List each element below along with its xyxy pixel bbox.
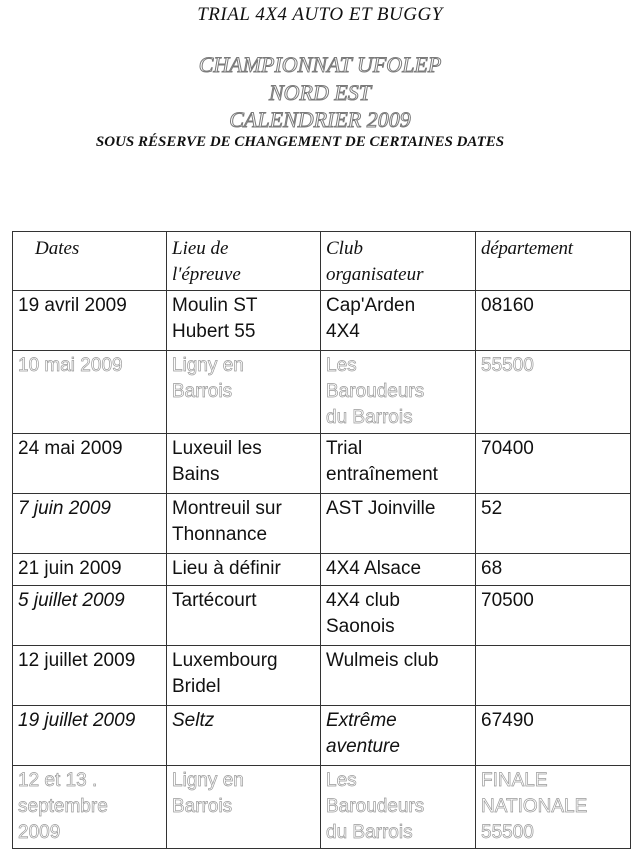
cell-departement: 68 xyxy=(476,554,631,586)
championship-title: CHAMPIONNAT UFOLEP xyxy=(198,52,442,77)
cell-club: AST Joinville xyxy=(321,494,476,554)
table-row xyxy=(13,766,631,849)
reserve-notice: SOUS RÉSERVE DE CHANGEMENT DE CERTAINES DATES xyxy=(95,134,505,150)
cell-club: Les Baroudeurs du Barrois xyxy=(321,351,476,434)
cell-lieu: Ligny en Barrois xyxy=(167,766,321,849)
table-header-row xyxy=(13,232,631,291)
cell-departement: 52 xyxy=(476,494,631,554)
cell-lieu: Ligny en Barrois xyxy=(167,351,321,434)
cell-club: Trial entraînement xyxy=(321,434,476,494)
region-title: NORD EST xyxy=(268,80,372,105)
cell-date: 19 avril 2009 xyxy=(13,291,167,351)
cell-lieu: Luxeuil les Bains xyxy=(167,434,321,494)
header-lieu: Lieu de l'épreuve xyxy=(167,232,321,291)
header-dates: Dates xyxy=(13,232,167,291)
cell-club: 4X4 Alsace xyxy=(321,554,476,586)
cell-departement: 08160 xyxy=(476,291,631,351)
cell-lieu: Luxembourg Bridel xyxy=(167,646,321,706)
table-row xyxy=(13,554,631,586)
table-row xyxy=(13,646,631,706)
table-row xyxy=(13,706,631,766)
header-departement: département xyxy=(476,232,631,291)
cell-club: Cap'Arden 4X4 xyxy=(321,291,476,351)
table-row xyxy=(13,351,631,434)
cell-club: Extrême aventure xyxy=(321,706,476,766)
cell-departement xyxy=(476,646,631,706)
table-row xyxy=(13,494,631,554)
cell-lieu: Moulin ST Hubert 55 xyxy=(167,291,321,351)
cell-departement: 70400 xyxy=(476,434,631,494)
document-title: TRIAL 4X4 AUTO ET BUGGY xyxy=(197,4,443,25)
cell-date: 10 mai 2009 xyxy=(13,351,167,434)
cell-lieu: Lieu à définir xyxy=(167,554,321,586)
table-row xyxy=(13,434,631,494)
cell-date: 5 juillet 2009 xyxy=(13,586,167,646)
cell-date: 12 juillet 2009 xyxy=(13,646,167,706)
table-row xyxy=(13,586,631,646)
cell-club: Les Baroudeurs du Barrois xyxy=(321,766,476,849)
header-club: Club organisateur xyxy=(321,232,476,291)
cell-club: 4X4 club Saonois xyxy=(321,586,476,646)
cell-departement: 55500 xyxy=(476,351,631,434)
cell-departement: 70500 xyxy=(476,586,631,646)
cell-departement: 67490 xyxy=(476,706,631,766)
cell-lieu: Tartécourt xyxy=(167,586,321,646)
cell-lieu: Montreuil sur Thonnance xyxy=(167,494,321,554)
cell-date: 24 mai 2009 xyxy=(13,434,167,494)
cell-club: Wulmeis club xyxy=(321,646,476,706)
cell-departement: FINALE NATIONALE 55500 xyxy=(476,766,631,849)
cell-date: 7 juin 2009 xyxy=(13,494,167,554)
cell-lieu: Seltz xyxy=(167,706,321,766)
calendar-table xyxy=(12,231,631,849)
calendar-title: CALENDRIER 2009 xyxy=(229,107,411,132)
table-row xyxy=(13,291,631,351)
cell-date: 21 juin 2009 xyxy=(13,554,167,586)
cell-date: 12 et 13 . septembre 2009 xyxy=(13,766,167,849)
cell-date: 19 juillet 2009 xyxy=(13,706,167,766)
